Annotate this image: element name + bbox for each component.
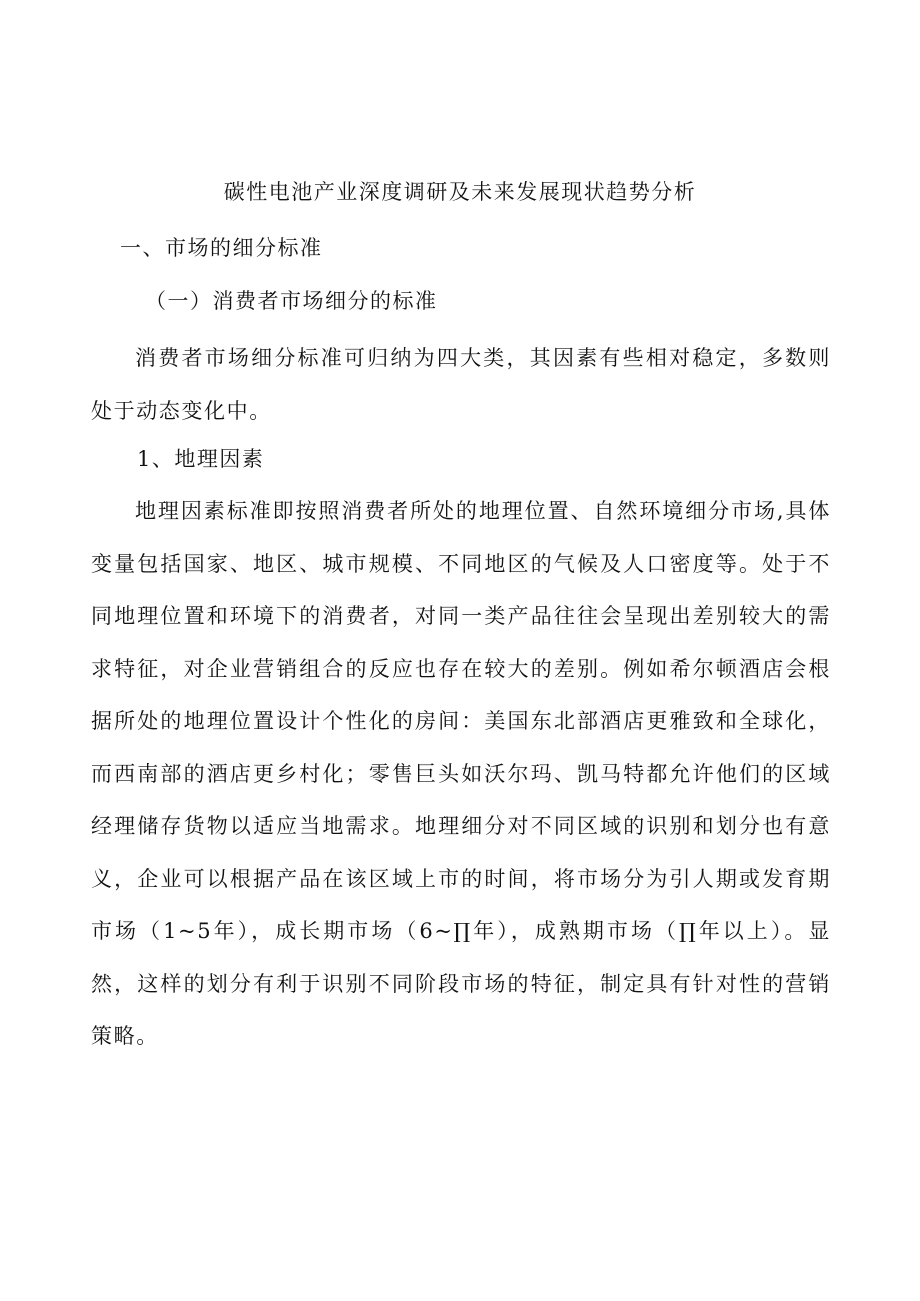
item-heading-geographic: 1、地理因素 bbox=[137, 447, 265, 471]
subsection-heading-consumer-market: （一）消费者市场细分的标准 bbox=[145, 289, 438, 313]
paragraph-geographic: 地理因素标准即按照消费者所处的地理位置、自然环境细分市场,具体变量包括国家、地区、城市规模、不同地区的气候及人口密度等。处于不同地理位置和环境下的消费者，对同一类产品往往会呈现出差别较大的需求特征，对企业营销组合的反应也存在较大的差别。例如希尔顿酒店会根据所处的地理位置设计个性化的房间：美国东北部酒店更雅致和全球化，而西南部的酒店更乡村化；零售巨头如沃尔玛、凯马特都允许他们的区域经理储存货物以适应当地需求。地理细分对不同区域的识别和划分也有意义，企业可以根据产品在该区域上市的时间，将市场分为引人期或发育期市场（1~5年），成长期市场（6~∏年），成熟期市场（∏年以上）。显然，这样的划分有利于识别不同阶段市场的特征，制定具有针对性的营销策略。 bbox=[91, 499, 831, 1048]
paragraph-intro: 消费者市场细分标准可归纳为四大类，其因素有些相对稳定，多数则处于动态变化中。 bbox=[91, 346, 831, 423]
document-title: 碳性电池产业深度调研及未来发展现状趋势分析 bbox=[223, 180, 697, 204]
section-heading-market-segmentation: 一、市场的细分标准 bbox=[120, 236, 323, 260]
